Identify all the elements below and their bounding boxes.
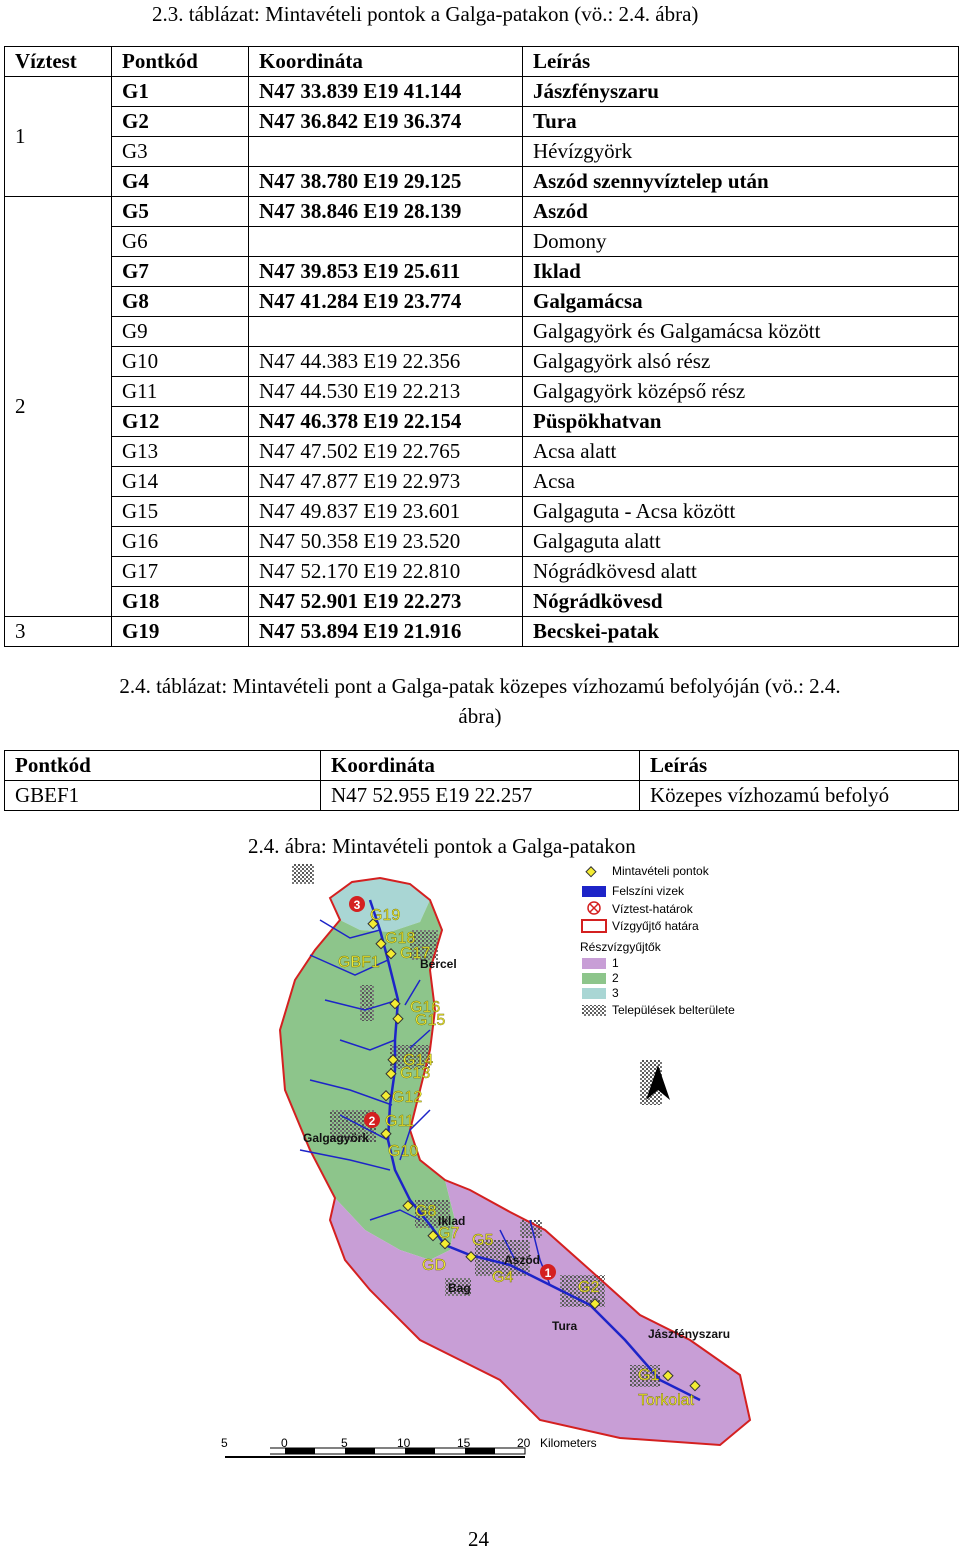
- table2-caption-line1: 2.4. táblázat: Mintavételi pont a Galga-patak közepes vízhozamú befolyóján (vö.: 2.4.: [119, 674, 841, 698]
- label-gbf1: GBF1: [338, 954, 380, 971]
- table-row: [5, 77, 959, 107]
- label-gd: GD: [422, 1257, 446, 1274]
- cell-desc: Acsa: [523, 467, 959, 497]
- t2-header-pontkod: Pontkód: [5, 751, 321, 781]
- cell-desc: Püspökhatvan: [523, 407, 959, 437]
- t2-cell-desc: Közepes vízhozamú befolyó: [640, 781, 959, 811]
- table-row: [5, 407, 959, 437]
- cell-code: G14: [112, 467, 249, 497]
- scale-tick: 15: [457, 1436, 471, 1450]
- town-galgagyork: Galgagyörk: [303, 1131, 370, 1145]
- scale-tick: 10: [397, 1436, 411, 1450]
- label-g2: G2: [578, 1279, 600, 1296]
- header-viztest: Víztest: [5, 47, 112, 77]
- cell-coord: N47 41.284 E19 23.774: [249, 287, 523, 317]
- legend-boundary-icon: [588, 902, 600, 914]
- table2-caption-line2: ábra): [458, 704, 502, 728]
- cell-code: G17: [112, 557, 249, 587]
- cell-code: G1: [112, 77, 249, 107]
- t2-cell-code: GBEF1: [5, 781, 321, 811]
- cell-code: G5: [112, 197, 249, 227]
- sampling-points-table: [4, 46, 959, 647]
- scale-tick: 0: [281, 1436, 288, 1450]
- cell-code: G2: [112, 107, 249, 137]
- legend-sub2-swatch: [582, 973, 606, 984]
- tributary-point-table: [4, 750, 959, 811]
- table2-caption: [0, 674, 960, 728]
- cell-desc: Galgagyörk és Galgamácsa között: [523, 317, 959, 347]
- table-row: [5, 347, 959, 377]
- water-body-marker-2: [364, 1112, 380, 1128]
- svg-text:2: 2: [368, 1114, 376, 1128]
- town-tura: Tura: [552, 1319, 578, 1333]
- legend-sub3-swatch: [582, 988, 606, 999]
- table-row: [5, 167, 959, 197]
- cell-desc: Hévízgyörk: [523, 137, 959, 167]
- t2-cell-coord: N47 52.955 E19 22.257: [321, 781, 640, 811]
- cell-code: G10: [112, 347, 249, 377]
- cell-desc: Aszód: [523, 197, 959, 227]
- label-g8: G8: [415, 1203, 437, 1220]
- cell-code: G12: [112, 407, 249, 437]
- label-g15: G15: [415, 1012, 446, 1029]
- legend-sub1: 1: [612, 956, 619, 970]
- cell-coord: N47 47.877 E19 22.973: [249, 467, 523, 497]
- table2-header-row: [5, 751, 959, 781]
- cell-coord: N47 33.839 E19 41.144: [249, 77, 523, 107]
- label-g4: G4: [492, 1269, 514, 1286]
- cell-coord: N47 39.853 E19 25.611: [249, 257, 523, 287]
- table-row: [5, 137, 959, 167]
- cell-desc: Becskei-patak: [523, 617, 959, 647]
- label-g1: G1: [638, 1367, 660, 1384]
- label-g17: G17: [400, 945, 431, 962]
- legend-sub2: 2: [612, 971, 619, 985]
- catchment-map: [270, 860, 790, 1460]
- legend-water-swatch: [582, 886, 606, 897]
- table-row: [5, 467, 959, 497]
- cell-code: G15: [112, 497, 249, 527]
- scale-tick: 5: [341, 1436, 348, 1450]
- cell-coord: N47 52.170 E19 22.810: [249, 557, 523, 587]
- cell-coord: [249, 137, 523, 167]
- map-legend: [580, 864, 735, 1017]
- table-row: [5, 527, 959, 557]
- cell-code: G16: [112, 527, 249, 557]
- cell-code: G13: [112, 437, 249, 467]
- legend-settlements-swatch: [582, 1005, 606, 1016]
- cell-code: G18: [112, 587, 249, 617]
- table-row: [5, 107, 959, 137]
- cell-coord: N47 53.894 E19 21.916: [249, 617, 523, 647]
- table-row: [5, 781, 959, 811]
- svg-text:1: 1: [544, 1266, 552, 1280]
- cell-coord: [249, 227, 523, 257]
- cell-code: G9: [112, 317, 249, 347]
- cell-code: G11: [112, 377, 249, 407]
- table-row: [5, 377, 959, 407]
- t2-header-koordinata: Koordináta: [321, 751, 640, 781]
- cell-desc: Domony: [523, 227, 959, 257]
- cell-coord: N47 38.780 E19 29.125: [249, 167, 523, 197]
- label-g19: G19: [370, 907, 401, 924]
- cell-desc: Galgamácsa: [523, 287, 959, 317]
- label-g18: G18: [385, 930, 416, 947]
- header-pontkod: Pontkód: [112, 47, 249, 77]
- legend-waters: Felszíni vizek: [612, 884, 685, 898]
- legend-catchment-swatch: [582, 920, 606, 932]
- label-g5: G5: [472, 1232, 494, 1249]
- cell-coord: N47 47.502 E19 22.765: [249, 437, 523, 467]
- svg-text:3: 3: [353, 898, 361, 912]
- table-row: [5, 317, 959, 347]
- town-bag: Bag: [448, 1281, 471, 1295]
- figure-caption: 2.4. ábra: Mintavételi pontok a Galga-patakon: [248, 834, 636, 858]
- legend-boundaries: Víztest-határok: [612, 902, 693, 916]
- cell-coord: N47 52.901 E19 22.273: [249, 587, 523, 617]
- town-jaszfenyszaru: Jászfényszaru: [648, 1327, 731, 1341]
- cell-viztest: 1: [5, 77, 112, 197]
- cell-desc: Nógrádkövesd alatt: [523, 557, 959, 587]
- cell-desc: Iklad: [523, 257, 959, 287]
- town-aszod: Aszód: [504, 1253, 540, 1267]
- scale-tick: 5: [221, 1436, 228, 1450]
- label-g14: G14: [403, 1052, 434, 1069]
- cell-desc: Galgagyörk középső rész: [523, 377, 959, 407]
- scale-bar-line: [225, 1456, 525, 1462]
- label-g16: G16: [410, 999, 441, 1016]
- label-g7: G7: [438, 1225, 460, 1242]
- cell-coord: N47 50.358 E19 23.520: [249, 527, 523, 557]
- table-header-row: [5, 47, 959, 77]
- label-g13: G13: [400, 1065, 431, 1082]
- table-row: [5, 287, 959, 317]
- cell-code: G8: [112, 287, 249, 317]
- table-row: [5, 557, 959, 587]
- table-row: [5, 257, 959, 287]
- cell-coord: N47 44.383 E19 22.356: [249, 347, 523, 377]
- settlement-area: [360, 985, 374, 1021]
- cell-desc: Jászfényszaru: [523, 77, 959, 107]
- scale-labels: [0, 1436, 960, 1452]
- legend-catchment: Vízgyűjtő határa: [612, 919, 699, 933]
- legend-subcatchments-title: Részvízgyűjtők: [580, 940, 661, 954]
- legend-sub3: 3: [612, 986, 619, 1000]
- legend-sub1-swatch: [582, 958, 606, 969]
- cell-desc: Acsa alatt: [523, 437, 959, 467]
- table-row: [5, 197, 959, 227]
- table-row: [5, 437, 959, 467]
- legend-point-icon: [586, 867, 596, 877]
- t2-header-leiras: Leírás: [640, 751, 959, 781]
- settlement-area: [292, 864, 314, 884]
- cell-code: G6: [112, 227, 249, 257]
- header-leiras: Leírás: [523, 47, 959, 77]
- cell-code: G7: [112, 257, 249, 287]
- scale-tick: 20: [517, 1436, 531, 1450]
- water-body-marker-3: [349, 896, 365, 912]
- cell-code: G4: [112, 167, 249, 197]
- cell-viztest: 3: [5, 617, 112, 647]
- cell-desc: Aszód szennyvíztelep után: [523, 167, 959, 197]
- table-row: [5, 227, 959, 257]
- cell-viztest: 2: [5, 197, 112, 617]
- cell-desc: Nógrádkövesd: [523, 587, 959, 617]
- label-g10: G10: [388, 1143, 419, 1160]
- cell-code: G3: [112, 137, 249, 167]
- cell-desc: Tura: [523, 107, 959, 137]
- cell-desc: Galgaguta alatt: [523, 527, 959, 557]
- table-row: [5, 617, 959, 647]
- water-body-marker-1: [540, 1264, 556, 1280]
- cell-coord: N47 36.842 E19 36.374: [249, 107, 523, 137]
- label-g12: G12: [392, 1089, 423, 1106]
- page-number: 24: [468, 1527, 489, 1551]
- label-g11: G11: [385, 1113, 415, 1130]
- header-koordinata: Koordináta: [249, 47, 523, 77]
- town-iklad: Iklad: [438, 1214, 466, 1228]
- cell-desc: Galgagyörk alsó rész: [523, 347, 959, 377]
- town-bercel: Bercel: [420, 957, 457, 971]
- cell-code: G19: [112, 617, 249, 647]
- cell-coord: [249, 317, 523, 347]
- cell-coord: N47 46.378 E19 22.154: [249, 407, 523, 437]
- table-row: [5, 497, 959, 527]
- table1-caption: 2.3. táblázat: Mintavételi pontok a Galga-patakon (vö.: 2.4. ábra): [152, 2, 699, 26]
- cell-coord: N47 49.837 E19 23.601: [249, 497, 523, 527]
- cell-coord: N47 44.530 E19 22.213: [249, 377, 523, 407]
- cell-desc: Galgaguta - Acsa között: [523, 497, 959, 527]
- sampling-points-table-body: [5, 47, 959, 647]
- cell-coord: N47 38.846 E19 28.139: [249, 197, 523, 227]
- table-row: [5, 587, 959, 617]
- legend-settlements: Települések belterülete: [612, 1003, 735, 1017]
- label-torkolat: Torkolat: [638, 1392, 695, 1409]
- scale-unit: Kilometers: [540, 1436, 597, 1450]
- legend-points: Mintavételi pontok: [612, 864, 709, 878]
